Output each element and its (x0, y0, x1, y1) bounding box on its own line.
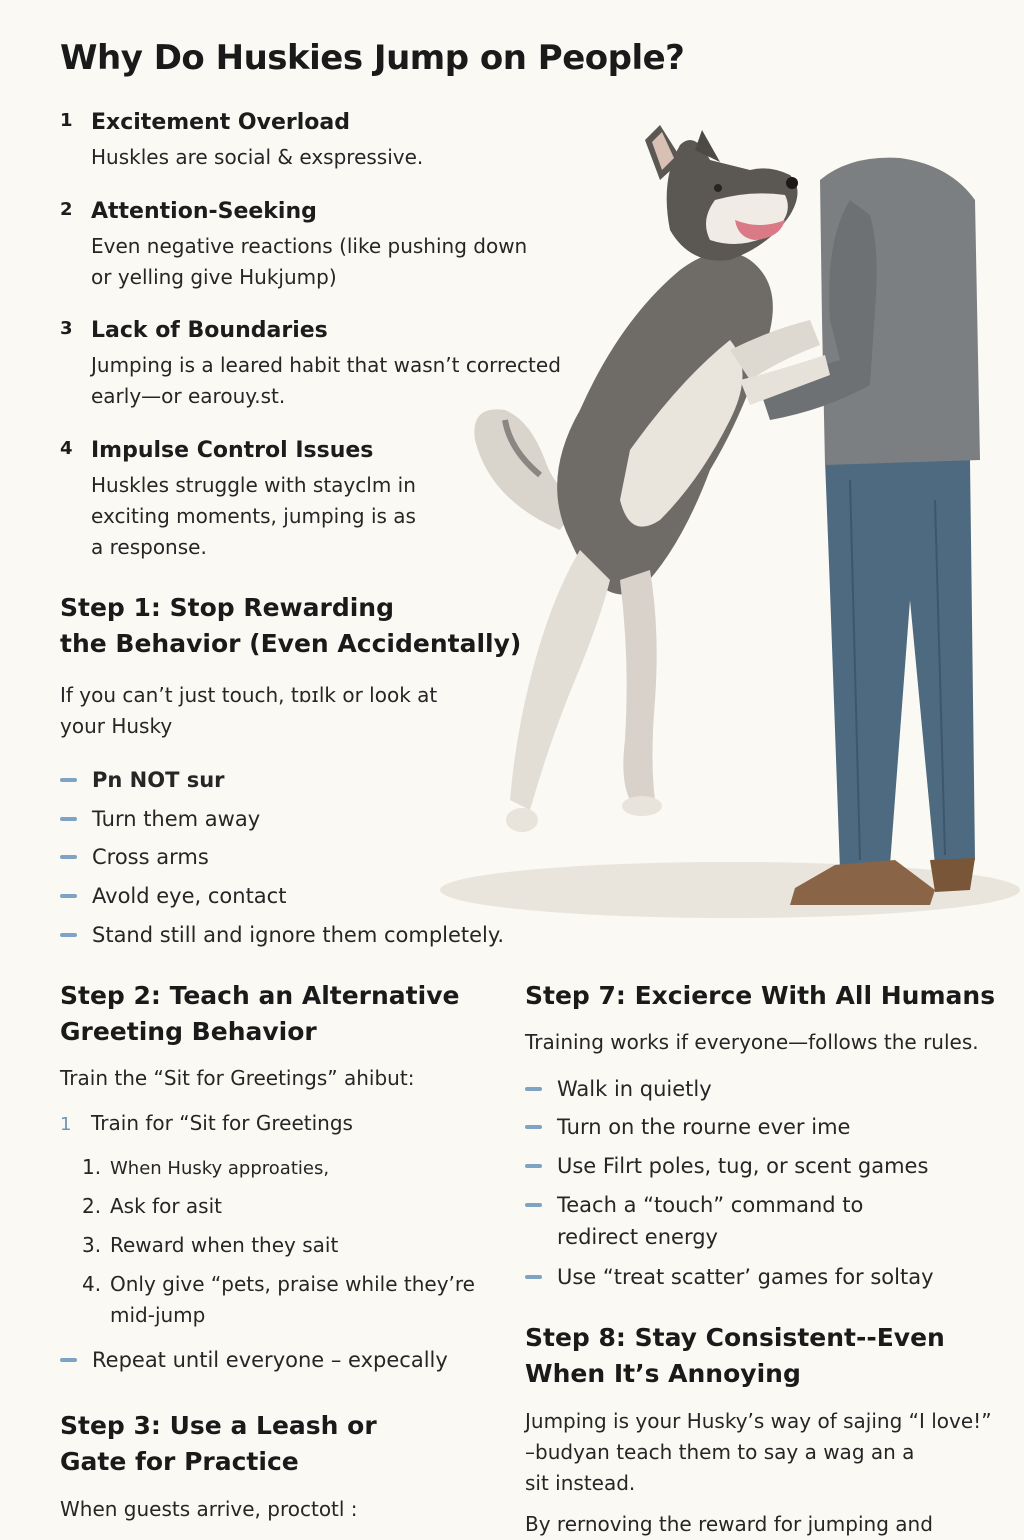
reason-number: 2 (60, 199, 73, 220)
reason-body: Huskles are social & exspressive. (91, 145, 424, 169)
husky-hind-leg-right (620, 570, 657, 800)
reason-title: Impulse Control Issues (91, 438, 374, 463)
step8-title: Step 8: Stay Consistent--Even When It’s Annoying (525, 1323, 945, 1388)
dash-icon (525, 1203, 542, 1207)
step2-steps (82, 1152, 482, 1331)
reason-4 (60, 436, 432, 563)
husky-jumping-illustration (430, 120, 1024, 930)
step2-sublabel: 1 Train for “Sit for Greetings (60, 1111, 353, 1135)
list-item: Pn NOT sur (60, 764, 530, 803)
dash-icon (60, 894, 77, 898)
step8-body: Jumping is your Husky’s way of sajing “I love!” –budyan teach them to say a wag an a sit instead. By rernoving the reward for jumping and (525, 1409, 992, 1536)
step7-list (525, 1073, 945, 1293)
dash-icon (525, 1164, 542, 1168)
dash-icon (60, 855, 77, 859)
dash-icon (525, 1087, 542, 1091)
step2-repeat (60, 1344, 480, 1376)
dash-icon (60, 817, 77, 821)
dash-icon (525, 1125, 542, 1129)
step1-intro: If you can’t just touch, tɒɪlk or look at your Husky (60, 683, 438, 738)
step2-title: Step 2: Teach an Alternative Greeting Behavior (60, 981, 460, 1046)
list-item: Turn them away (60, 803, 530, 841)
reason-number: 4 (60, 438, 73, 459)
dash-icon (60, 933, 77, 937)
list-item: 4. Only give “pets, praise while they’re (82, 1272, 475, 1296)
list-item: Repeat until everyone – expecally (60, 1344, 480, 1376)
list-item: Walk in quietly (525, 1073, 945, 1111)
step3-title: Step 3: Use a Leash or Gate for Practice (60, 1411, 377, 1476)
list-item: Stand still and ignore them completely. (60, 919, 530, 958)
dash-icon (525, 1275, 542, 1279)
husky-nose (786, 177, 798, 189)
reason-body: Huskles struggle with stayclm in exciting moments, jumping is as a response. (91, 473, 416, 559)
list-item: Turn on the rourne ever ime (525, 1111, 945, 1150)
list-item: Teach a “touch” command to redirect energy (525, 1189, 945, 1261)
list-item: mid-jump (110, 1303, 206, 1327)
list-item: 3. Reward when they sait (82, 1233, 339, 1257)
dash-icon (60, 1358, 77, 1362)
reason-title: Excitement Overload (91, 110, 350, 135)
list-item: Use “treat scatter’ games for soltay (525, 1261, 945, 1293)
step1-title: Step 1: Stop Rewarding the Behavior (Even Accidentally) (60, 593, 522, 658)
list-item: Avold eye, contact (60, 880, 530, 919)
dash-icon (60, 778, 77, 782)
step2-intro: Train the “Sit for Greetings” ahibut: (60, 1066, 415, 1090)
step7-intro: Training works if everyone—follows the rules. (525, 1030, 979, 1054)
reason-body: Jumping is a leared habit that wasn’t corrected early—or earouy.st. (91, 353, 561, 408)
reason-title: Attention-Seeking (91, 199, 317, 224)
page-title: Why Do Huskies Jump on People? (60, 38, 685, 78)
reason-number: 3 (60, 318, 73, 339)
right-shoe (930, 858, 975, 892)
list-item: Use Filrt poles, tug, or scent games (525, 1150, 945, 1189)
list-item: 2. Ask for asit (82, 1194, 222, 1218)
husky-eye (714, 184, 722, 192)
step7-title: Step 7: Excierce With All Humans (525, 981, 996, 1010)
reason-title: Lack of Boundaries (91, 318, 328, 343)
reason-number: 1 (60, 110, 73, 131)
reason-body: Even negative reactions (like pushing down or yelling give Hukjump) (91, 234, 528, 289)
step3-intro: When guests arrive, proctotl : (60, 1497, 358, 1521)
list-item: 1. When Husky approaties, (82, 1155, 330, 1179)
husky-hind-leg-left (510, 550, 610, 810)
person-legs (825, 460, 975, 870)
list-item: Cross arms (60, 841, 530, 880)
